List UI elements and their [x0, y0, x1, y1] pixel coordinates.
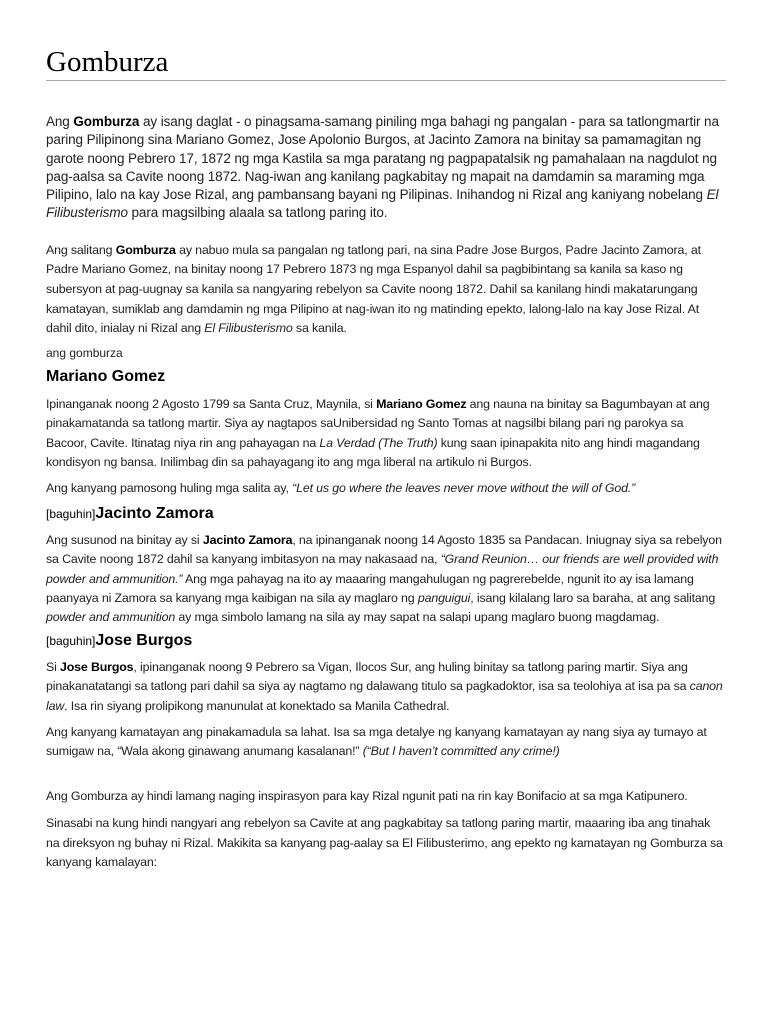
page-title: Gomburza	[46, 0, 726, 81]
article	[46, 0, 726, 872]
zamora-paragraph: Ang susunod na binitay ay si Jacinto Zamora, na ipinanganak noong 14 Agosto 1835 sa Pandacan. Iniugnay siya sa rebelyon sa Cavite noong 1872 dahil sa kanyang imbitasyon na may nakasaad na, “Grand Reunion… our friends are well provided with powder and ammunition.” Ang mga pahayag na ito ay maaaring mangahulugan ng pagrerebelde, ngunit ito ay isa lamang paanyaya ni Zamora sa kanyang mga kaibigan na sila ay maglaro ng panguigui, isang kilalang laro sa baraha, at ang salitang powder and ammunition ay mga simbolo lamang na sila ay may sapat na salapi upang maglaro buong magdamag.	[46, 532, 722, 625]
origin-paragraph: Ang salitang Gomburza ay nabuo mula sa pangalan ng tatlong pari, na sina Padre Jose Burgos, Padre Jacinto Zamora, at Padre Mariano Gomez, na binitay noong 17 Pebrero 1873 ng mga Espanyol dahil sa pagbibintang sa kanila sa kaso ng subersyon at pag-uugnay sa kanila sa nangyaring rebelyon sa Cavite noong 1872. Dahil sa kanilang hindi makatarungang kamatayan, sumiklab ang damdamin ng mga Pilipino at nag-iwan ito ng matinding epekto, lalong-lalo na kay Jose Rizal. At dahil dito, inialay ni Rizal ang El Filibusterismo sa kanila.	[46, 242, 701, 336]
burgos-death-paragraph: Ang kanyang kamatayan ang pinakamadula sa lahat. Isa sa mga detalye ng kanyang kamatayan ay nang siya ay tumayo at sumigaw na, “Wala akong ginawang anumang kasalanan!” (“But I haven’t committed any crime!)	[46, 725, 707, 759]
section-heading-burgos: [baguhin]Jose Burgos	[46, 631, 193, 649]
inspiration-paragraph: Ang Gomburza ay hindi lamang naging inspirasyon para kay Rizal ngunit pati na rin kay Bonifacio at sa mga Katipunero.	[46, 788, 688, 803]
edit-link[interactable]: [baguhin]	[46, 633, 96, 648]
image-caption: ang gomburza	[46, 345, 123, 360]
bold-term: Gomburza	[73, 114, 140, 129]
burgos-paragraph: Si Jose Burgos, ipinanganak noong 9 Pebrero sa Vigan, Ilocos Sur, ang huling binitay sa tatlong paring martir. Siya ang pinakanatatangi sa tatlong pari dahil sa siya ay nagtamo ng dalawang titulo sa pagkadoktor, isa sa teolohiya at isa pa sa canon law. Isa rin siyang prolipikong manunulat at konektado sa Manila Cathedral.	[46, 659, 723, 713]
novel-title: El Filibusterismo	[46, 187, 719, 221]
novel-title: El Filibusterismo	[204, 321, 293, 336]
gomez-paragraph: Ipinanganak noong 2 Agosto 1799 sa Santa Cruz, Maynila, si Mariano Gomez ang nauna na binitay sa Bagumbayan at ang pinakamatanda sa tatlong martir. Siya ay nagtapos saUnibersidad ng Santo Tomas at nagsilbi bilang pari ng parokya sa Bacoor, Cavite. Itinatag niya rin ang pahayagan na La Verdad (The Truth) kung saan ipinapakita nito ang hindi magandang kondisyon ng bansa. Inilimbag din sa pahayagang ito ang mga liberal na artikulo ni Burgos.	[46, 396, 710, 469]
gomez-quote-paragraph: Ang kanyang pamosong huling mga salita ay, “Let us go where the leaves never move without the will of God.”	[46, 481, 636, 496]
intro-paragraph: Ang Gomburza ay isang daglat - o pinagsama-samang piniling mga bahagi ng pangalan - para sa tatlongmartir na paring Pilipinong sina Mariano Gomez, Jose Apolonio Burgos, at Jacinto Zamora na binitay sa pamamagitan ng garote noong Pebrero 17, 1872 ng mga Kastila sa mga paratang ng pagpapatalsik ng pamahalaan na nagdulot ng pag-aalsa sa Cavite noong 1872. Nag-iwan ang kanilang pagkabitay ng mapait na damdamin sa maraming mga Pilipino, lalo na kay Jose Rizal, ang pambansang bayani ng Pilipinas. Inihandog ni Rizal ang kaniyang nobelang El Filibusterismo para magsilbing alaala sa tatlong paring ito.	[46, 114, 719, 221]
section-heading-zamora: [baguhin]Jacinto Zamora	[46, 504, 214, 522]
conclusion-paragraph: Sinasabi na kung hindi nangyari ang rebelyon sa Cavite at ang pagkabitay sa tatlong paring martir, maaaring iba ang tinahak na direksyon ng buhay ni Rizal. Makikita sa kanyang pag-aalay sa El Filibusterimo, ang epekto ng kamatayan ng Gomburza sa kanyang kamalayan:	[46, 816, 723, 870]
edit-link[interactable]: [baguhin]	[46, 506, 96, 521]
section-heading-gomez: Mariano Gomez	[46, 367, 166, 385]
bold-term: Gomburza	[115, 242, 176, 257]
